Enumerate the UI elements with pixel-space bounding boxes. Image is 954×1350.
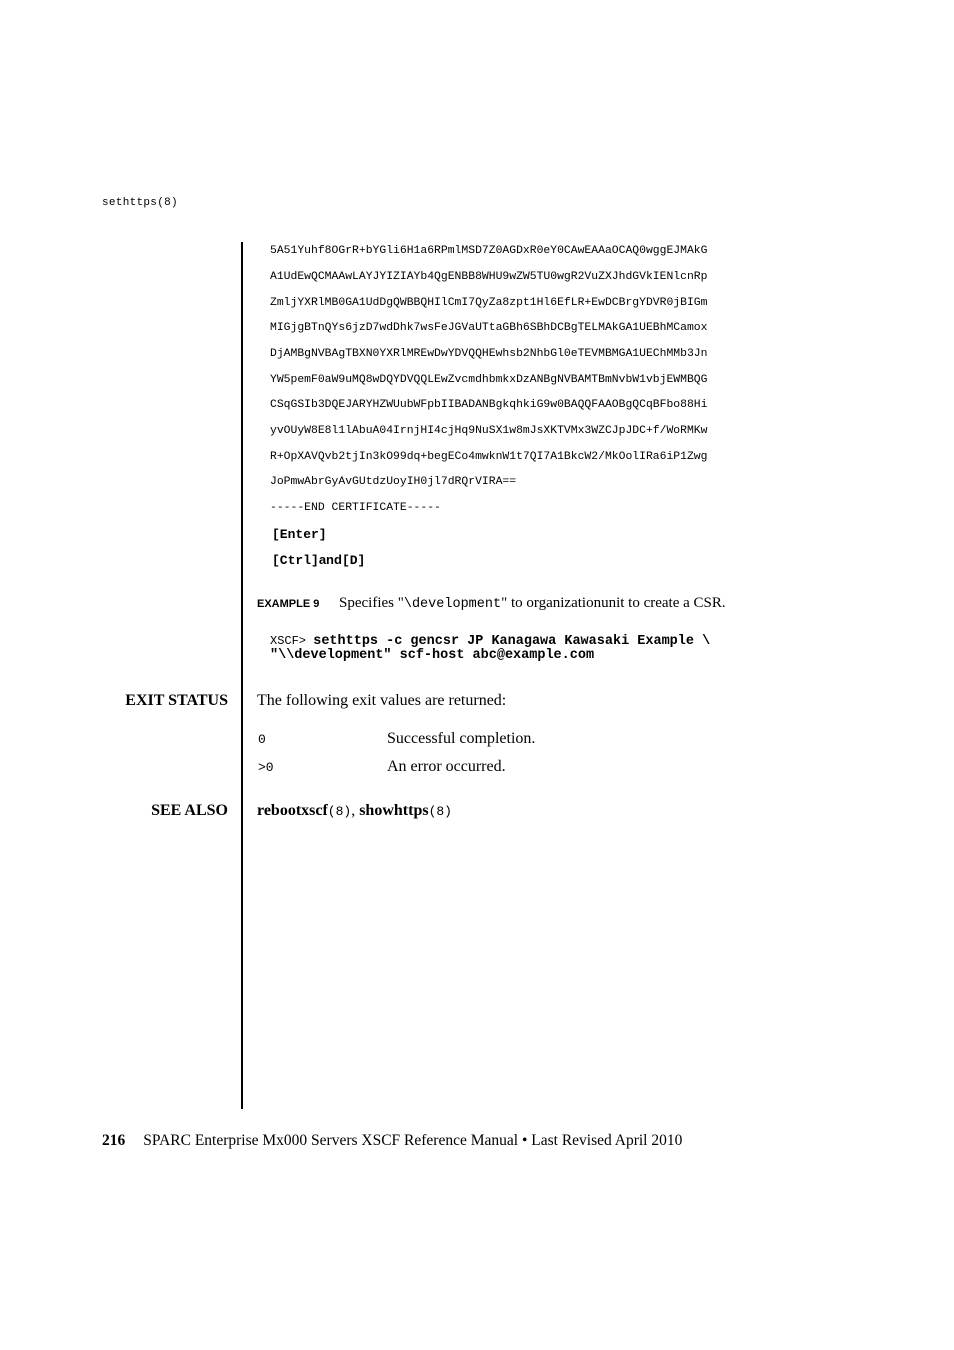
certificate-line: A1UdEwQCMAAwLAYJYIZIAYb4QgENBB8WHU9wZW5TU0wgR2VuZXJhdGVkIENlcnRp [270, 271, 708, 283]
page-footer [102, 1132, 682, 1150]
ref-separator: , [351, 802, 360, 819]
certificate-line: R+OpXAVQvb2tjIn3kO99dq+begECo4mwknW1t7QI7A1BkcW2/MkOolIRa6iP1Zwg [270, 451, 708, 463]
exit-code: 0 [258, 732, 266, 747]
ref-showhttps[interactable]: showhttps [359, 802, 429, 819]
certificate-line: yvOUyW8E8l1lAbuA04IrnjHI4cjHq9NuSX1w8mJsXKTVMx3WZCJpJDC+f/WoRMKw [270, 425, 708, 437]
command-prompt: XSCF> [270, 634, 314, 648]
exit-description: An error occurred. [387, 758, 506, 775]
command-text: sethttps -c gencsr JP Kanagawa Kawasaki Example \ [313, 634, 711, 649]
certificate-line: MIGjgBTnQYs6jzD7wdDhk7wsFeJGVaUTtaGBh6SBhDCBgTELMAkGA1UEBhMCamox [270, 322, 708, 334]
ref-section: (8) [327, 804, 352, 819]
ctrl-d-keys [272, 552, 365, 568]
ref-section: (8) [428, 804, 452, 819]
example-desc-suffix: " to organizationunit to create a CSR. [501, 595, 726, 611]
enter-key: [Enter] [272, 527, 327, 542]
certificate-line: YW5pemF0aW9uMQ8wDQYDVQQLEwZvcmdhbmkxDzANBgNVBAMTBmNvbW1vbjEWMBQG [270, 374, 708, 386]
example-label: EXAMPLE 9 [257, 598, 320, 610]
certificate-line: JoPmwAbrGyAvGUtdzUoyIH0jl7dRQrVIRA== [270, 476, 517, 488]
certificate-end-line: -----END CERTIFICATE----- [270, 502, 441, 514]
command-line-2 [270, 648, 594, 663]
certificate-line: ZmljYXRlMB0GA1UdDgQWBBQHIlCmI7QyZa8zpt1Hl6EfLR+EwDCBrgYDVR0jBIGm [270, 297, 708, 309]
running-head: sethttps(8) [102, 197, 178, 209]
and-word: and [318, 552, 342, 567]
certificate-line: 5A51Yuhf8OGrR+bYGli6H1a6RPmlMSD7Z0AGDxR0eY0CAwEAAaOCAQ0wggEJMAkG [270, 245, 708, 257]
certificate-line: CSqGSIb3DQEJARYHZWUubWFpbIIBADANBgkqhkiG9w0BAQQFAAOBgQCqBFbo88Hi [270, 399, 708, 411]
page-number: 216 [102, 1132, 126, 1149]
vertical-rule [241, 242, 243, 1109]
d-key: [D] [341, 553, 366, 568]
certificate-line: DjAMBgNVBAgTBXN0YXRlMREwDwYDVQQHEwhsb2NhbGl0eTEVMBMGA1UEChMMb3Jn [270, 348, 708, 360]
exit-description: Successful completion. [387, 730, 536, 747]
ctrl-key: [Ctrl] [272, 553, 319, 568]
command-text-continued: "\\development" scf-host abc@example.com [270, 648, 595, 663]
command-line-1 [270, 634, 710, 649]
see-also-refs [257, 802, 452, 820]
example-desc-code: \development [403, 597, 502, 612]
exit-code: >0 [258, 760, 274, 775]
see-also-heading: SEE ALSO [151, 802, 228, 819]
example-desc-prefix: Specifies " [339, 595, 404, 611]
example-9 [257, 595, 726, 612]
footer-title: SPARC Enterprise Mx000 Servers XSCF Reference Manual • Last Revised April 2010 [143, 1132, 683, 1149]
ref-rebootxscf[interactable]: rebootxscf [257, 802, 328, 819]
exit-status-heading: EXIT STATUS [125, 692, 228, 709]
exit-status-intro: The following exit values are returned: [257, 692, 507, 709]
